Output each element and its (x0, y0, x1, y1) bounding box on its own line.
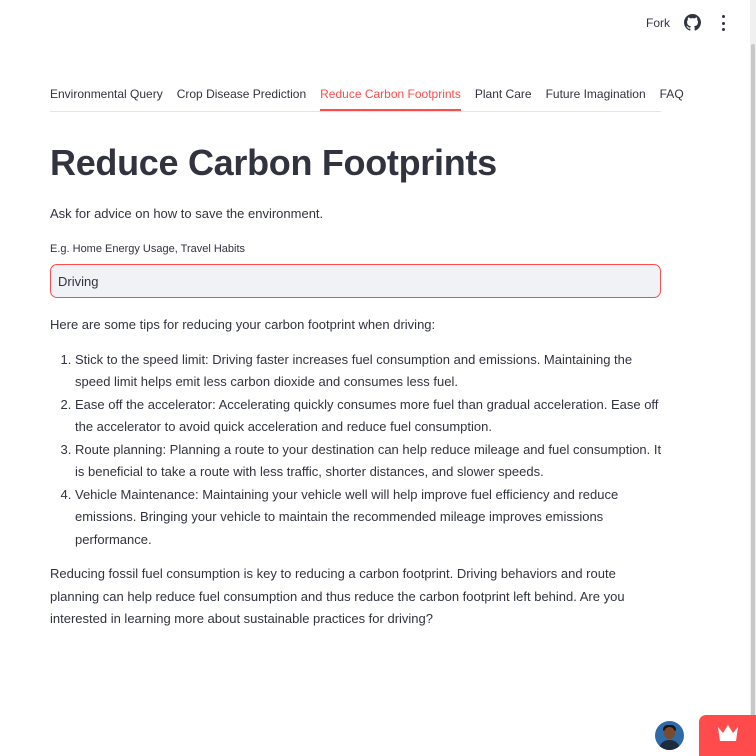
scrollbar-thumb[interactable] (751, 44, 755, 744)
streamlit-badge-button[interactable] (699, 715, 756, 756)
fork-link[interactable]: Fork (646, 16, 670, 30)
crown-icon (716, 725, 740, 746)
avatar-body (659, 740, 680, 750)
tab-crop-disease-prediction[interactable]: Crop Disease Prediction (176, 87, 307, 101)
page-description: Ask for advice on how to save the environment. (50, 206, 324, 221)
tab-reduce-carbon-footprints[interactable]: Reduce Carbon Footprints (320, 80, 461, 110)
tab-bar (50, 80, 684, 112)
tips-list (50, 349, 662, 552)
tab-faq[interactable]: FAQ (659, 87, 684, 101)
tip-item: 2. Ease off the accelerator: Accelerating quickly consumes more fuel than gradual acceleration. Ease off the accelerator to avoid quick acceleration and reduce fuel consumption. (75, 394, 662, 439)
tip-item: 4. Vehicle Maintenance: Maintaining your vehicle well will help improve fuel efficiency and reduce emissions. Bringing your vehicle to maintain the recommended mileage improves emissions performance. (75, 484, 662, 552)
tab-environmental-query[interactable]: Environmental Query (50, 87, 163, 101)
response-area (50, 314, 662, 631)
response-intro: Here are some tips for reducing your carbon footprint when driving: (50, 317, 436, 332)
avatar-face (664, 727, 675, 739)
scrollbar[interactable] (750, 0, 756, 756)
input-label: E.g. Home Energy Usage, Travel Habits (50, 243, 246, 255)
github-icon[interactable] (684, 14, 701, 31)
user-avatar[interactable] (655, 721, 684, 750)
tab-future-imagination[interactable]: Future Imagination (545, 87, 646, 101)
tip-item: 3. Route planning: Planning a route to your destination can help reduce mileage and fuel consumption. It is beneficial to take a route with less traffic, shorter distances, and slower speeds. (75, 439, 662, 484)
top-toolbar (0, 0, 750, 46)
tab-plant-care[interactable]: Plant Care (474, 87, 532, 101)
query-input[interactable] (50, 264, 661, 298)
more-vertical-icon[interactable] (714, 14, 732, 32)
page-title: Reduce Carbon Footprints (50, 142, 497, 183)
response-conclusion: Reducing fossil fuel consumption is key to reducing a carbon footprint. Driving behaviors and route planning can help reduce fuel consumption and thus reduce the carbon footprint left behind. Are you interested in learning more about sustainable practices for driving? (50, 566, 625, 626)
tip-item: 1. Stick to the speed limit: Driving faster increases fuel consumption and emissions. Maintaining the speed limit helps emit less carbon dioxide and consumes less fuel. (75, 349, 662, 394)
